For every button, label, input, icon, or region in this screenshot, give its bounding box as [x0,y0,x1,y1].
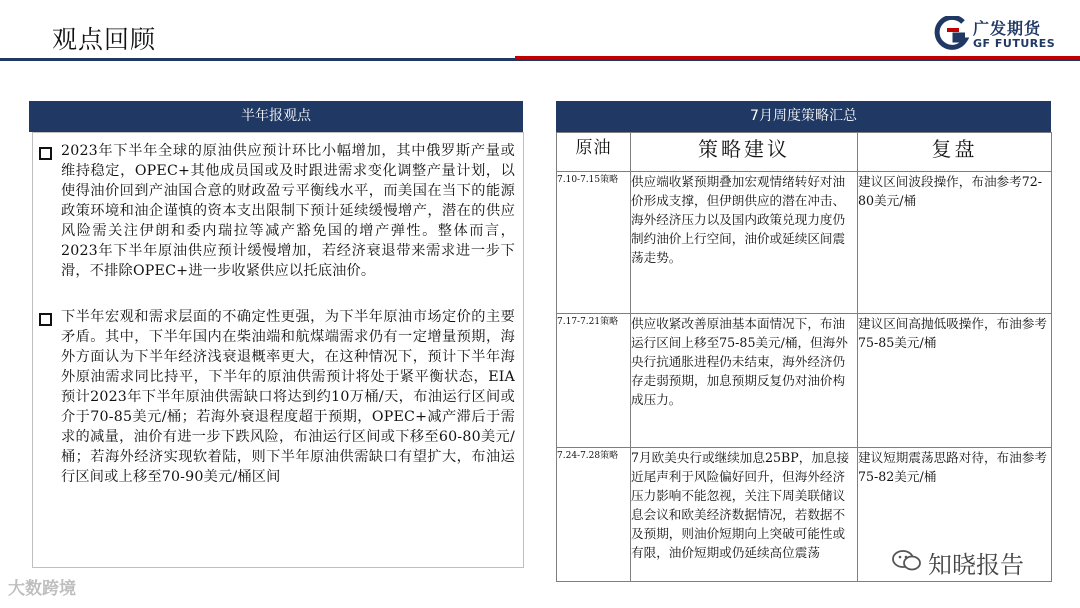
header-accent-line [515,56,1080,59]
strategy-table [556,132,1052,582]
bullet-item [39,307,515,487]
row-review: 建议区间高抛低吸操作，布油参考75-85美元/桶 [858,314,1052,448]
row-advice: 供应收紧改善原油基本面情况下，布油运行区间上移至75-85美元/桶，但海外央行抗通胀进程仍未结束，海外经济仍存走弱预期，加息预期反复仍对油价构成压力。 [631,314,858,448]
row-date: 7.10-7.15策略 [557,172,631,314]
row-review: 建议区间波段操作，布油参考72-80美元/桶 [858,172,1052,314]
bullet-item [39,141,515,281]
column-header-crude: 原油 [557,133,631,172]
square-bullet-icon [39,147,52,160]
row-review: 建议短期震荡思路对待，布油参考75-82美元/桶 [858,448,1052,582]
left-panel [32,132,524,568]
gf-logo-icon [933,16,969,52]
table-header-row [557,133,1052,172]
bullet-text: 下半年宏观和需求层面的不确定性更强，为下半年原油市场定价的主要矛盾。其中，下半年国内在柴油端和航煤端需求仍有一定增量预期，海外方面认为下半年经济浅衰退概率更大，在这种情况下，预计下半年海外原油需求同比持平，下半年的原油供需预计将处于紧平衡状态，EIA预计2023年下半年原油供需缺口将达到约10万桶/天，布油运行区间或介于70-85美元/桶；若海外衰退程度超于预期，OPEC+减产滞后于需求的减量，油价有进一步下跌风险，布油运行区间或下移至60-80美元/桶；若海外经济实现软着陆，则下半年原油供需缺口有望扩大，布油运行区间或上移至70-90美元/桶区间 [61,309,515,485]
table-row [557,314,1052,448]
row-date: 7.17-7.21策略 [557,314,631,448]
square-bullet-icon [39,313,52,326]
column-header-advice: 策略建议 [631,133,858,172]
page-title: 观点回顾 [52,25,157,54]
watermark-right-text: 知晓报告 [928,551,1024,579]
right-panel-header: 7月周度策略汇总 [556,101,1051,132]
table-row [557,172,1052,314]
brand-name-en: GF FUTURES [973,37,1056,50]
left-panel-header: 半年报观点 [29,101,523,132]
watermark-right [892,545,1062,579]
row-advice: 7月欧美央行或继续加息25BP，加息接近尾声利于风险偏好回升，但海外经济压力影响不能忽视，关注下周美联储议息会议和欧美经济数据情况，若数据不及预期，则油价短期向上突破可能性或有限，油价短期或仍延续高位震荡 [631,448,858,582]
wechat-icon [892,549,922,573]
row-advice: 供应端收紧预期叠加宏观情绪转好对油价形成支撑，但伊朗供应的潜在冲击、海外经济压力以及国内政策兑现力度仍制约油价上行空间，油价或延续区间震荡走势。 [631,172,858,314]
brand-logo [933,14,1073,54]
row-date: 7.24-7.28策略 [557,448,631,582]
watermark-left: 大数跨境 [8,579,76,599]
brand-name-cn: 广发期货 [973,19,1042,38]
column-header-review: 复盘 [858,133,1052,172]
bullet-text: 2023年下半年全球的原油供应预计环比小幅增加，其中俄罗斯产量或维持稳定，OPEC+其他成员国或及时跟进需求变化调整产量计划，以使得油价回到产油国合意的财政盈亏平衡线水平，而美国在当下的能源政策环境和油企谨慎的资本支出限制下预计延续缓慢增产，潜在的供应风险需关注伊朗和委内瑞拉等减产豁免国的增产弹性。整体而言，2023年下半年原油供应预计缓慢增加，若经济衰退带来需求进一步下滑，不排除OPEC+进一步收紧供应以托底油价。 [61,143,515,279]
